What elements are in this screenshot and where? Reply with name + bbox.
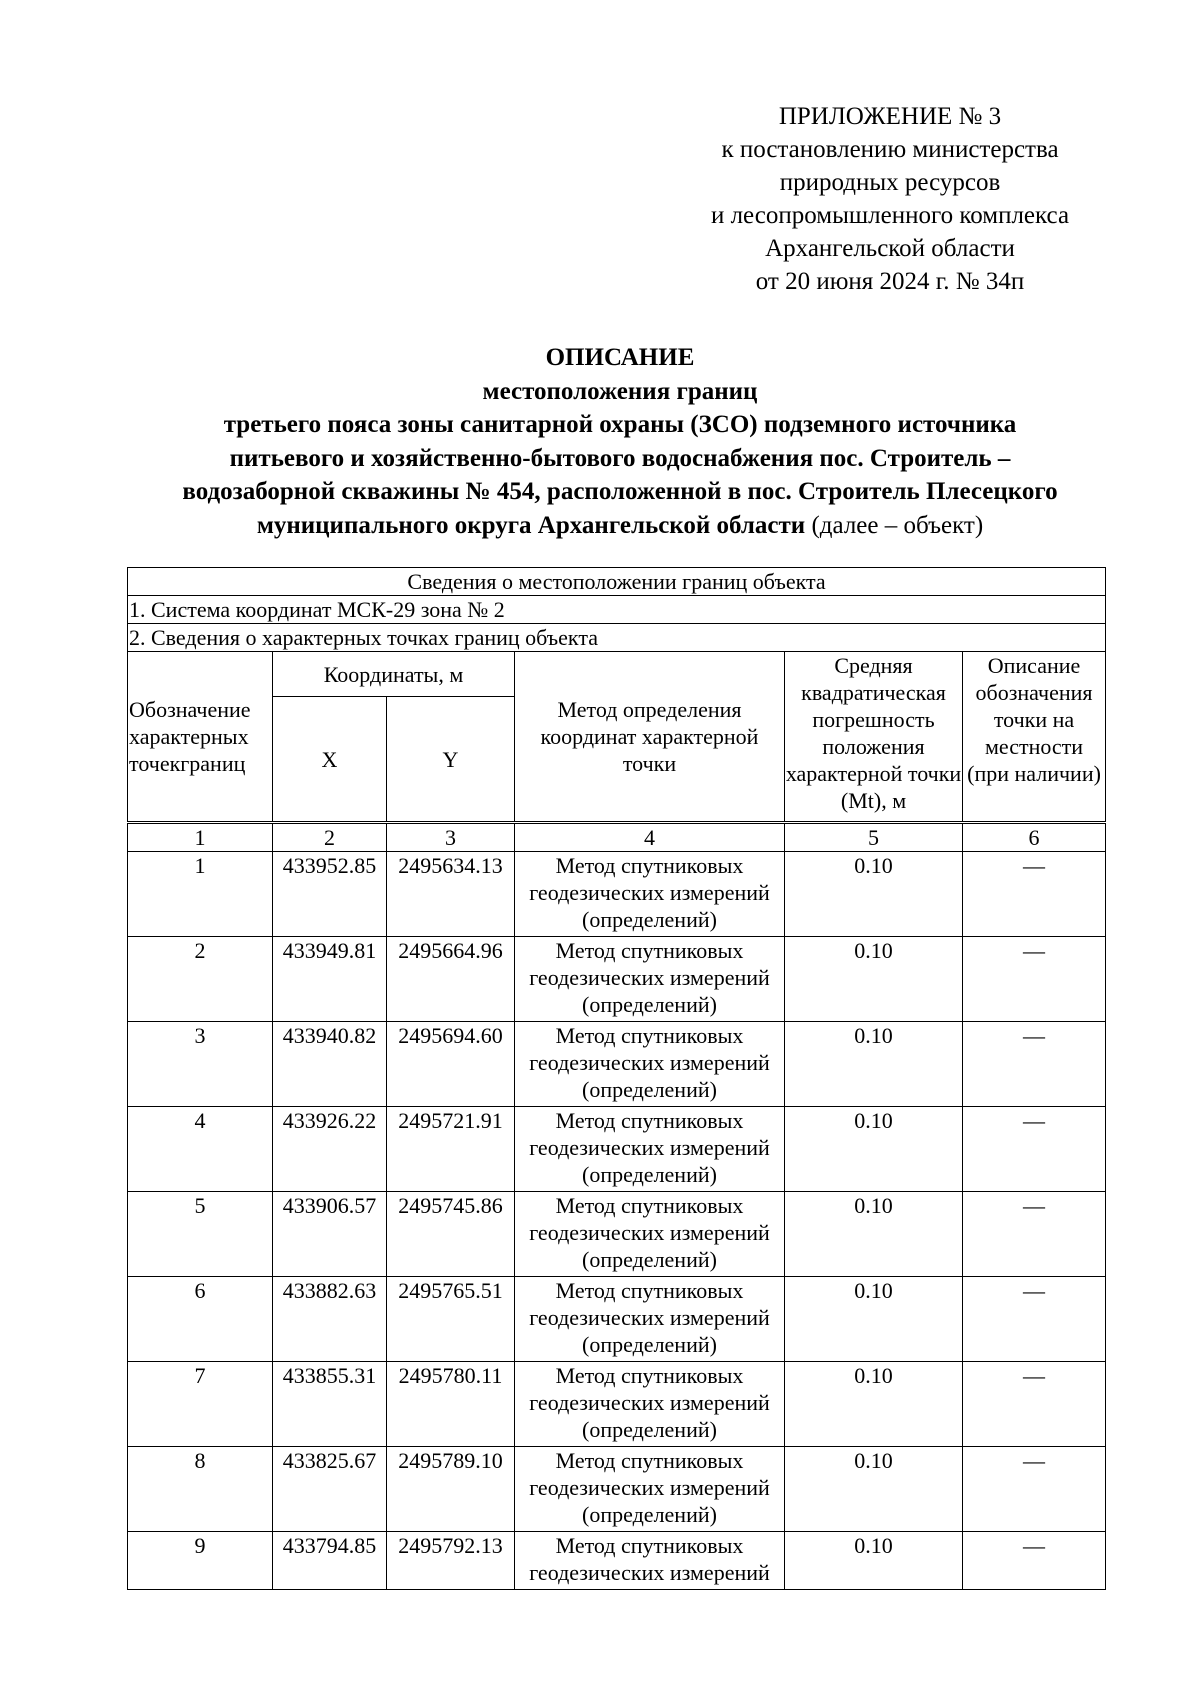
table-row <box>128 852 1106 937</box>
coordinate-y: 2495780.11 <box>387 1362 515 1447</box>
title-line: питьевого и хозяйственно-бытового водоснабжения пос. Строитель – <box>229 444 1011 472</box>
point-description: — <box>963 1022 1106 1107</box>
point-number: 1 <box>128 852 273 937</box>
coordinate-x: 433855.31 <box>273 1362 387 1447</box>
column-number: 5 <box>785 823 963 852</box>
method-text: геодезических измерений <box>529 1390 770 1415</box>
method-text: геодезических измерений <box>529 880 770 905</box>
coordinate-x: 433940.82 <box>273 1022 387 1107</box>
coordinate-y: 2495789.10 <box>387 1447 515 1532</box>
method-text: геодезических измерений <box>529 1220 770 1245</box>
coordinate-y: 2495721.91 <box>387 1107 515 1192</box>
table-row <box>128 937 1106 1022</box>
method-text: (определений) <box>582 1417 717 1442</box>
boundary-points-table <box>127 567 1106 1590</box>
point-description: — <box>963 1447 1106 1532</box>
table-row <box>128 1447 1106 1532</box>
coordinate-y: 2495792.13 <box>387 1532 515 1590</box>
coordinate-x: 433882.63 <box>273 1277 387 1362</box>
error-value: 0.10 <box>785 1192 963 1277</box>
method-cell <box>515 1447 785 1532</box>
appendix-line: природных ресурсов <box>779 169 1001 196</box>
error-value: 0.10 <box>785 1362 963 1447</box>
point-description: — <box>963 1362 1106 1447</box>
table-row <box>128 1192 1106 1277</box>
method-text: (определений) <box>582 1077 717 1102</box>
method-text: геодезических измерений <box>529 1135 770 1160</box>
method-cell <box>515 852 785 937</box>
coordinate-x: 433926.22 <box>273 1107 387 1192</box>
method-text: геодезических измерений <box>529 965 770 990</box>
point-number: 8 <box>128 1447 273 1532</box>
table-row <box>128 1532 1106 1590</box>
coordinate-x: 433949.81 <box>273 937 387 1022</box>
document-title <box>100 341 1140 542</box>
method-text: геодезических измерений <box>529 1050 770 1075</box>
method-text: Метод спутниковых <box>555 1448 744 1473</box>
method-text: геодезических измерений <box>529 1560 770 1585</box>
header-point-designation: Обозначение характерных точекграниц <box>128 652 273 823</box>
column-number: 4 <box>515 823 785 852</box>
appendix-line: к постановлению министерства <box>721 136 1059 163</box>
coordinate-x: 433906.57 <box>273 1192 387 1277</box>
error-value: 0.10 <box>785 1447 963 1532</box>
method-text: Метод спутниковых <box>555 1023 744 1048</box>
point-description: — <box>963 937 1106 1022</box>
method-text: (определений) <box>582 992 717 1017</box>
table-row <box>128 1362 1106 1447</box>
title-heading: ОПИСАНИЕ <box>545 344 695 371</box>
header-x: X <box>273 697 387 823</box>
coordinate-y: 2495664.96 <box>387 937 515 1022</box>
error-value: 0.10 <box>785 1532 963 1590</box>
header-coordinates: Координаты, м <box>273 652 515 697</box>
point-description: — <box>963 1532 1106 1590</box>
point-description: — <box>963 1192 1106 1277</box>
header-description: Описание обозначения точки на местности (при наличии) <box>963 652 1106 823</box>
title-line: местоположения границ <box>482 377 758 405</box>
method-cell <box>515 1107 785 1192</box>
point-description: — <box>963 852 1106 937</box>
point-number: 4 <box>128 1107 273 1192</box>
coordinate-y: 2495694.60 <box>387 1022 515 1107</box>
point-number: 3 <box>128 1022 273 1107</box>
method-cell <box>515 1192 785 1277</box>
point-description: — <box>963 1107 1106 1192</box>
column-numbers-row <box>128 823 1106 852</box>
method-cell <box>515 1532 785 1590</box>
method-text: Метод спутниковых <box>555 938 744 963</box>
title-normal-part: (далее – объект) <box>805 511 984 539</box>
error-value: 0.10 <box>785 937 963 1022</box>
column-number: 3 <box>387 823 515 852</box>
coordinate-x: 433794.85 <box>273 1532 387 1590</box>
method-text: Метод спутниковых <box>555 1278 744 1303</box>
coordinate-x: 433952.85 <box>273 852 387 937</box>
coordinate-y: 2495634.13 <box>387 852 515 937</box>
point-number: 5 <box>128 1192 273 1277</box>
point-number: 2 <box>128 937 273 1022</box>
appendix-block <box>650 100 1130 298</box>
header-error: Средняя квадратическая погрешность положения характерной точки (Mt), м <box>785 652 963 823</box>
coordinate-y: 2495765.51 <box>387 1277 515 1362</box>
method-text: геодезических измерений <box>529 1305 770 1330</box>
column-number: 2 <box>273 823 387 852</box>
error-value: 0.10 <box>785 1022 963 1107</box>
method-cell <box>515 937 785 1022</box>
error-value: 0.10 <box>785 1107 963 1192</box>
method-text: Метод спутниковых <box>555 1108 744 1133</box>
point-number: 7 <box>128 1362 273 1447</box>
table-row <box>128 1277 1106 1362</box>
header-y: Y <box>387 697 515 823</box>
coordinate-system: 1. Система координат МСК-29 зона № 2 <box>128 596 1106 624</box>
coordinate-y: 2495745.86 <box>387 1192 515 1277</box>
error-value: 0.10 <box>785 852 963 937</box>
column-number: 6 <box>963 823 1106 852</box>
appendix-line: и лесопромышленного комплекса <box>710 202 1070 229</box>
table-caption: Сведения о местоположении границ объекта <box>128 568 1106 596</box>
title-bold-part: муниципального округа Архангельской области <box>256 511 806 539</box>
method-text: (определений) <box>582 1332 717 1357</box>
method-cell <box>515 1362 785 1447</box>
method-text: геодезических измерений <box>529 1475 770 1500</box>
appendix-line: от 20 июня 2024 г. № 34п <box>755 268 1025 295</box>
point-description: — <box>963 1277 1106 1362</box>
method-text: (определений) <box>582 1162 717 1187</box>
point-number: 9 <box>128 1532 273 1590</box>
method-text: (определений) <box>582 1247 717 1272</box>
table-row <box>128 1022 1106 1107</box>
error-value: 0.10 <box>785 1277 963 1362</box>
header-method: Метод определения координат характерной точки <box>515 652 785 823</box>
method-text: (определений) <box>582 907 717 932</box>
method-text: Метод спутниковых <box>555 1533 744 1558</box>
title-line-last <box>100 509 1140 543</box>
method-text: (определений) <box>582 1502 717 1527</box>
method-text: Метод спутниковых <box>555 1193 744 1218</box>
column-number: 1 <box>128 823 273 852</box>
method-text: Метод спутниковых <box>555 853 744 878</box>
coordinate-x: 433825.67 <box>273 1447 387 1532</box>
method-cell <box>515 1277 785 1362</box>
point-number: 6 <box>128 1277 273 1362</box>
table-row <box>128 1107 1106 1192</box>
title-line: третьего пояса зоны санитарной охраны (ЗСО) подземного источника <box>223 411 1017 438</box>
method-cell <box>515 1022 785 1107</box>
appendix-line: ПРИЛОЖЕНИЕ № 3 <box>778 103 1002 130</box>
appendix-line: Архангельской области <box>765 235 1015 262</box>
method-text: Метод спутниковых <box>555 1363 744 1388</box>
section-title: 2. Сведения о характерных точках границ объекта <box>128 624 1106 652</box>
title-line: водозаборной скважины № 454, расположенной в пос. Строитель Плесецкого <box>182 478 1058 505</box>
